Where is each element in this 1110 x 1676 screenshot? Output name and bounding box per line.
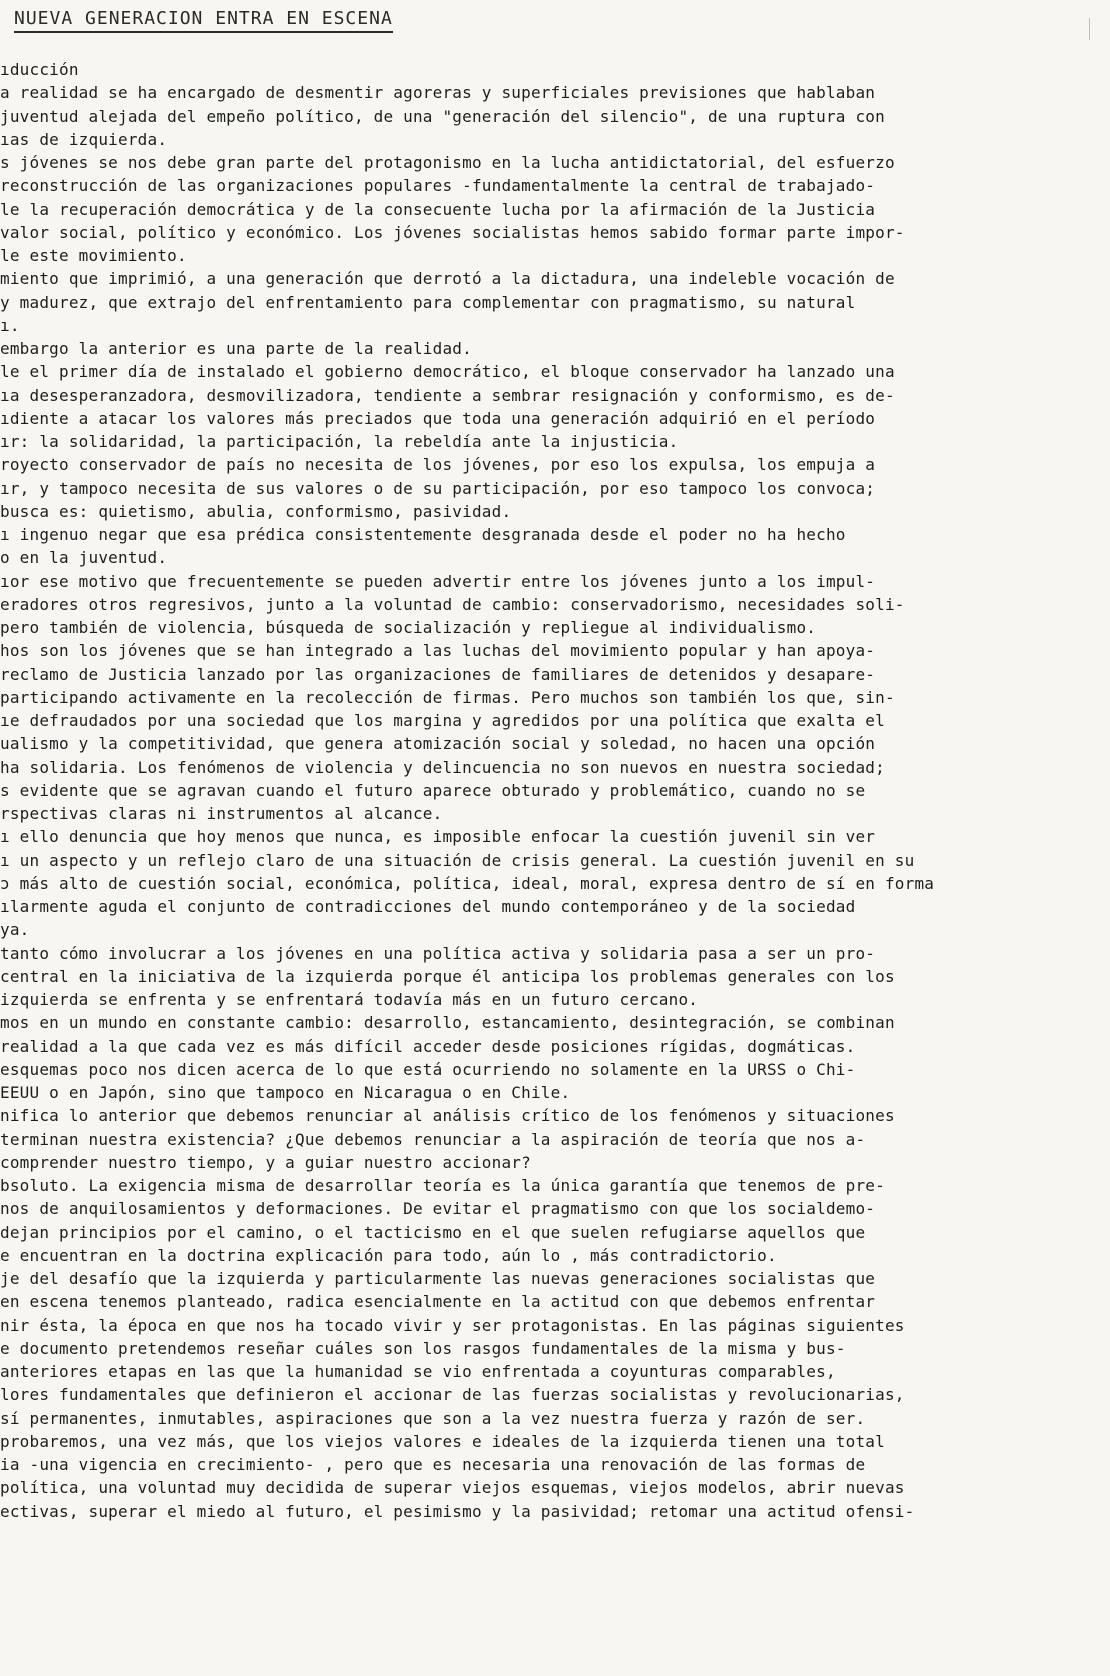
text-line: ı un aspecto y un reflejo claro de una situación de crisis general. La cuestión juvenil en su — [0, 850, 915, 870]
text-line: ıe defraudados por una sociedad que los margina y agredidos por una política que exalta el — [0, 711, 885, 730]
text-line: en escena tenemos planteado, radica esencialmente en la actitud con que debemos enfrentar — [0, 1292, 876, 1312]
text-line: ır, y tampoco necesita de sus valores o de su participación, por eso tampoco los convoca; — [0, 478, 876, 498]
text-line: esquemas poco nos dicen acerca de lo que está ocurriendo no solamente en la URSS o Chi- — [0, 1059, 856, 1079]
text-line: rspectivas claras ni instrumentos al alcance. — [0, 804, 443, 823]
text-line: reconstrucción de las organizaciones populares -fundamentalmente la central de trabajado- — [0, 176, 876, 196]
text-line: a realidad se ha encargado de desmentir agoreras y superficiales previsiones que hablaban — [0, 83, 876, 103]
text-line: pero también de violencia, búsqueda de socialización y repliegue al individualismo. — [0, 618, 817, 637]
body-text — [0, 58, 1010, 1523]
text-line: terminan nuestra existencia? ¿Que debemos renunciar a la aspiración de teoría que nos a- — [0, 1129, 866, 1149]
text-line: anteriores etapas en las que la humanidad se vio enfrentada a coyunturas comparables, — [0, 1362, 836, 1381]
text-line: le el primer día de instalado el gobierno democrático, el bloque conservador ha lanzado una — [0, 362, 895, 382]
text-line: ectivas, superar el miedo al futuro, el pesimismo y la pasividad; retomar una actitud ofensi- — [0, 1501, 915, 1521]
text-line: le la recuperación democrática y de la consecuente lucha por la afirmación de la Justicia — [0, 199, 876, 219]
text-line: mos en un mundo en constante cambio: desarrollo, estancamiento, desintegración, se combinan — [0, 1013, 895, 1033]
text-line: o en la juventud. — [0, 548, 168, 568]
text-line: tanto cómo involucrar a los jóvenes en una política activa y solidaria pasa a ser un pro- — [0, 943, 876, 963]
text-line: e documento pretendemos reseñar cuáles son los rasgos fundamentales de la misma y bus- — [0, 1338, 846, 1358]
text-line: sí permanentes, inmutables, aspiraciones que son a la vez nuestra fuerza y razón de ser. — [0, 1408, 866, 1428]
text-line: ıdiente a atacar los valores más preciados que toda una generación adquirió en el período — [0, 408, 876, 428]
text-line: ı ello denuncia que hoy menos que nunca, es imposible enfocar la cuestión juvenil sin ver — [0, 827, 876, 847]
text-line: participando activamente en la recolección de firmas. Pero muchos son también los que, sin- — [0, 687, 895, 707]
text-line: nir ésta, la época en que nos ha tocado vivir y ser protagonistas. En las páginas siguientes — [0, 1315, 905, 1335]
text-line: realidad a la que cada vez es más difícil acceder desde posiciones rígidas, dogmáticas. — [0, 1036, 856, 1056]
text-line: ualismo y la competitividad, que genera atomización social y soledad, no hacen una opción — [0, 734, 876, 754]
text-line: eradores otros regresivos, junto a la voluntad de cambio: conservadorismo, necesidades soli- — [0, 594, 905, 614]
text-line: política, una voluntad muy decidida de superar viejos esquemas, viejos modelos, abrir nuevas — [0, 1478, 905, 1498]
text-line: dejan principios por el camino, o el tacticismo en el que suelen refugiarse aquellos que — [0, 1222, 866, 1242]
text-line: y madurez, que extrajo del enfrentamiento para complementar con pragmatismo, su natural — [0, 292, 856, 312]
text-line: embargo la anterior es una parte de la realidad. — [0, 339, 472, 358]
text-line: izquierda se enfrenta y se enfrentará todavía más en un futuro cercano. — [0, 990, 699, 1009]
text-line: busca es: quietismo, abulia, conformismo, pasividad. — [0, 501, 512, 521]
text-line: ıor ese motivo que frecuentemente se pueden advertir entre los jóvenes junto a los impul- — [0, 571, 876, 591]
text-line: ɔ más alto de cuestión social, económica, política, ideal, moral, expresa dentro de sí en forma — [0, 873, 935, 893]
text-line: je del desafío que la izquierda y particularmente las nuevas generaciones socialistas que — [0, 1269, 876, 1288]
text-line: reclamo de Justicia lanzado por las organizaciones de familiares de detenidos y desapare- — [0, 664, 876, 684]
text-line: miento que imprimió, a una generación que derrotó a la dictadura, una indeleble vocación de — [0, 269, 895, 289]
text-line: ıas de izquierda. — [0, 129, 168, 149]
text-line: bsoluto. La exigencia misma de desarrollar teoría es la única garantía que tenemos de pre- — [0, 1176, 885, 1195]
text-line: hos son los jóvenes que se han integrado a las luchas del movimiento popular y han apoya- — [0, 641, 876, 661]
text-line: ha solidaria. Los fenómenos de violencia y delincuencia no son nuevos en nuestra sociedad; — [0, 757, 885, 777]
text-line: ia -una vigencia en crecimiento- , pero que es necesaria una renovación de las formas de — [0, 1455, 866, 1474]
text-line: s evidente que se agravan cuando el futuro aparece obturado y problemático, cuando no se — [0, 780, 866, 800]
text-line: central en la iniciativa de la izquierda porque él anticipa los problemas generales con los — [0, 966, 895, 986]
text-line: valor social, político y económico. Los jóvenes socialistas hemos sabido formar parte impor- — [0, 222, 905, 242]
page-title: NUEVA GENERACION ENTRA EN ESCENA — [14, 8, 393, 33]
text-line: ıducción — [0, 60, 79, 79]
text-line: royecto conservador de país no necesita de los jóvenes, por eso los expulsa, los empuja a — [0, 455, 876, 475]
text-line: probaremos, una vez más, que los viejos valores e ideales de la izquierda tienen una total — [0, 1431, 885, 1451]
text-line: ılarmente aguda el conjunto de contradicciones del mundo contemporáneo y de la sociedad — [0, 897, 856, 916]
text-line: nifica lo anterior que debemos renunciar al análisis crítico de los fenómenos y situaciones — [0, 1106, 895, 1126]
text-line: ıa desesperanzadora, desmovilizadora, tendiente a sembrar resignación y conformismo, es de- — [0, 385, 895, 405]
text-line: comprender nuestro tiempo, y a guiar nuestro accionar? — [0, 1152, 531, 1172]
text-line: EEUU o en Japón, sino que tampoco en Nicaragua o en Chile. — [0, 1083, 571, 1102]
text-line: ır: la solidaridad, la participación, la rebeldía ante la injusticia. — [0, 432, 679, 451]
text-line: ı. — [0, 315, 20, 335]
text-line: e encuentran en la doctrina explicación para todo, aún lo , más contradictorio. — [0, 1245, 777, 1265]
text-line: ı ingenuo negar que esa prédica consistentemente desgranada desde el poder no ha hecho — [0, 525, 846, 544]
text-line: juventud alejada del empeño político, de una "generación del silencio", de una ruptura con — [0, 106, 885, 126]
text-line: le este movimiento. — [0, 246, 187, 265]
text-line: ya. — [0, 920, 30, 940]
text-line: s jóvenes se nos debe gran parte del protagonismo en la lucha antidictatorial, del esfuerzo — [0, 153, 895, 172]
text-line: lores fundamentales que definieron el accionar de las fuerzas socialistas y revolucionarias, — [0, 1385, 905, 1405]
text-line: nos de anquilosamientos y deformaciones. De evitar el pragmatismo con que los socialdemo- — [0, 1199, 876, 1219]
margin-mark — [1089, 18, 1090, 40]
